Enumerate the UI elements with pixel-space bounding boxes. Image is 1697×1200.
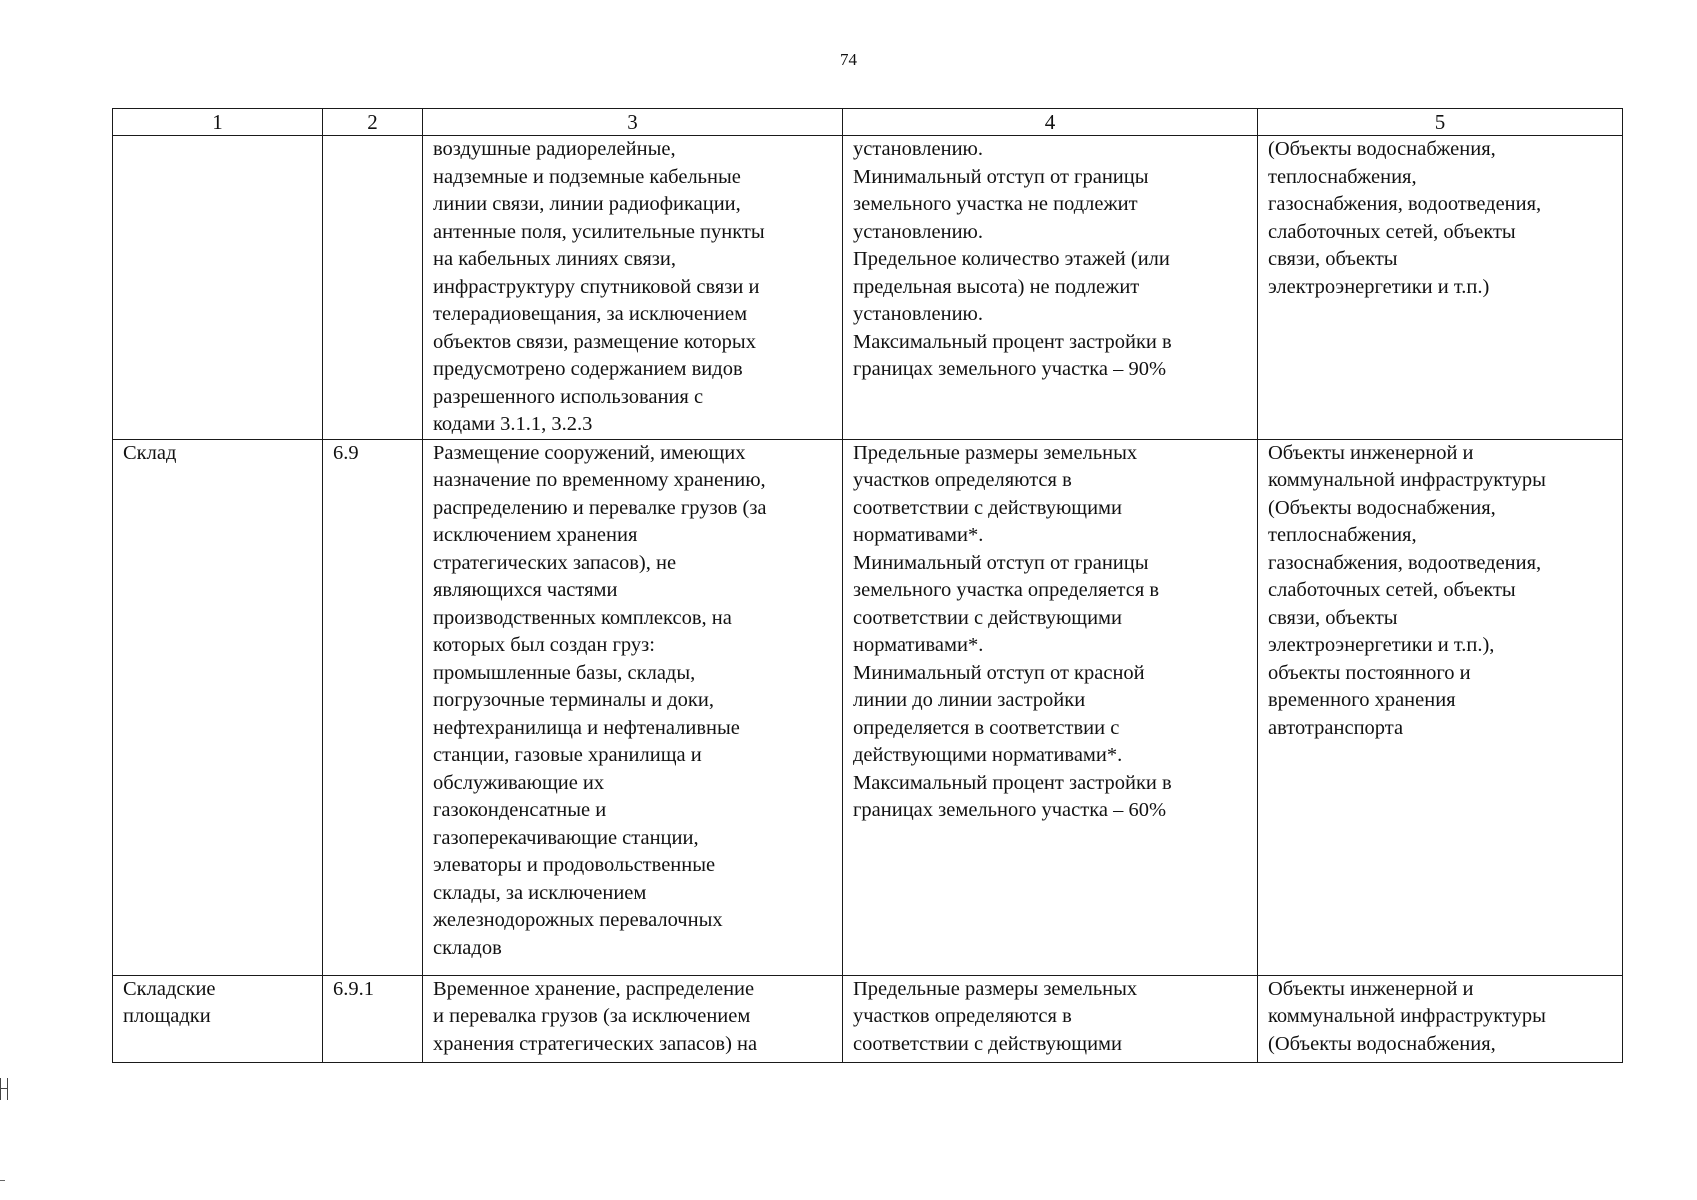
cell-name: Складские площадки	[113, 975, 323, 1062]
cell-auxiliary: Объекты инженерной и коммунальной инфраструктуры (Объекты водоснабжения, теплоснабжения, газоснабжения, водоотведения, слаботочных сетей, объекты связи, объекты электроэнергетики и т.п.), объекты постоянного и временного хранения автотранспорта	[1258, 439, 1623, 975]
margin-tick	[0, 1180, 5, 1181]
cell-name: Склад	[113, 439, 323, 975]
cell-code: 6.9	[323, 439, 423, 975]
cell-parameters: Предельные размеры земельных участков определяются в соответствии с действующими нормативами*. Минимальный отступ от границы земельного участка определяется в соответствии с действующими нормативами*. Минимальный отступ от красной линии до линии застройки определяется в соответствии с действующими нормативами*. Максимальный процент застройки в границах земельного участка – 60%	[843, 439, 1258, 975]
column-header-5: 5	[1258, 109, 1623, 136]
cell-auxiliary: (Объекты водоснабжения, теплоснабжения, газоснабжения, водоотведения, слаботочных сетей, объекты связи, объекты электроэнергетики и т.п.)	[1258, 136, 1623, 440]
column-header-3: 3	[423, 109, 843, 136]
column-header-2: 2	[323, 109, 423, 136]
page-number: 74	[840, 50, 857, 69]
cell-parameters: установлению. Минимальный отступ от границы земельного участка не подлежит установлению. Предельное количество этажей (или предельная высота) не подлежит установлению. Максимальный процент застройки в границах земельного участка – 90%	[843, 136, 1258, 440]
table-row	[113, 439, 1623, 975]
column-header-4: 4	[843, 109, 1258, 136]
cell-auxiliary: Объекты инженерной и коммунальной инфраструктуры (Объекты водоснабжения,	[1258, 975, 1623, 1062]
cell-description: Размещение сооружений, имеющих назначение по временному хранению, распределению и перевалке грузов (за исключением хранения стратегических запасов), не являющихся частями производственных комплексов, на которых был создан груз: промышленные базы, склады, погрузочные терминалы и доки, нефтехранилища и нефтеналивные станции, газовые хранилища и обслуживающие их газоконденсатные и газоперекачивающие станции, элеваторы и продовольственные склады, за исключением железнодорожных перевалочных складов	[423, 439, 843, 975]
binding-margin-mark	[0, 1078, 8, 1100]
table-header-row	[113, 109, 1623, 136]
zoning-table	[112, 108, 1623, 1063]
cell-description: воздушные радиорелейные, надземные и подземные кабельные линии связи, линии радиофикации, антенные поля, усилительные пункты на кабельных линиях связи, инфраструктуру спутниковой связи и телерадиовещания, за исключением объектов связи, размещение которых предусмотрено содержанием видов разрешенного использования с кодами 3.1.1, 3.2.3	[423, 136, 843, 440]
cell-parameters: Предельные размеры земельных участков определяются в соответствии с действующими	[843, 975, 1258, 1062]
table-row	[113, 975, 1623, 1062]
cell-code	[323, 136, 423, 440]
column-header-1: 1	[113, 109, 323, 136]
cell-name	[113, 136, 323, 440]
cell-description: Временное хранение, распределение и перевалка грузов (за исключением хранения стратегических запасов) на	[423, 975, 843, 1062]
cell-code: 6.9.1	[323, 975, 423, 1062]
table-row	[113, 136, 1623, 440]
